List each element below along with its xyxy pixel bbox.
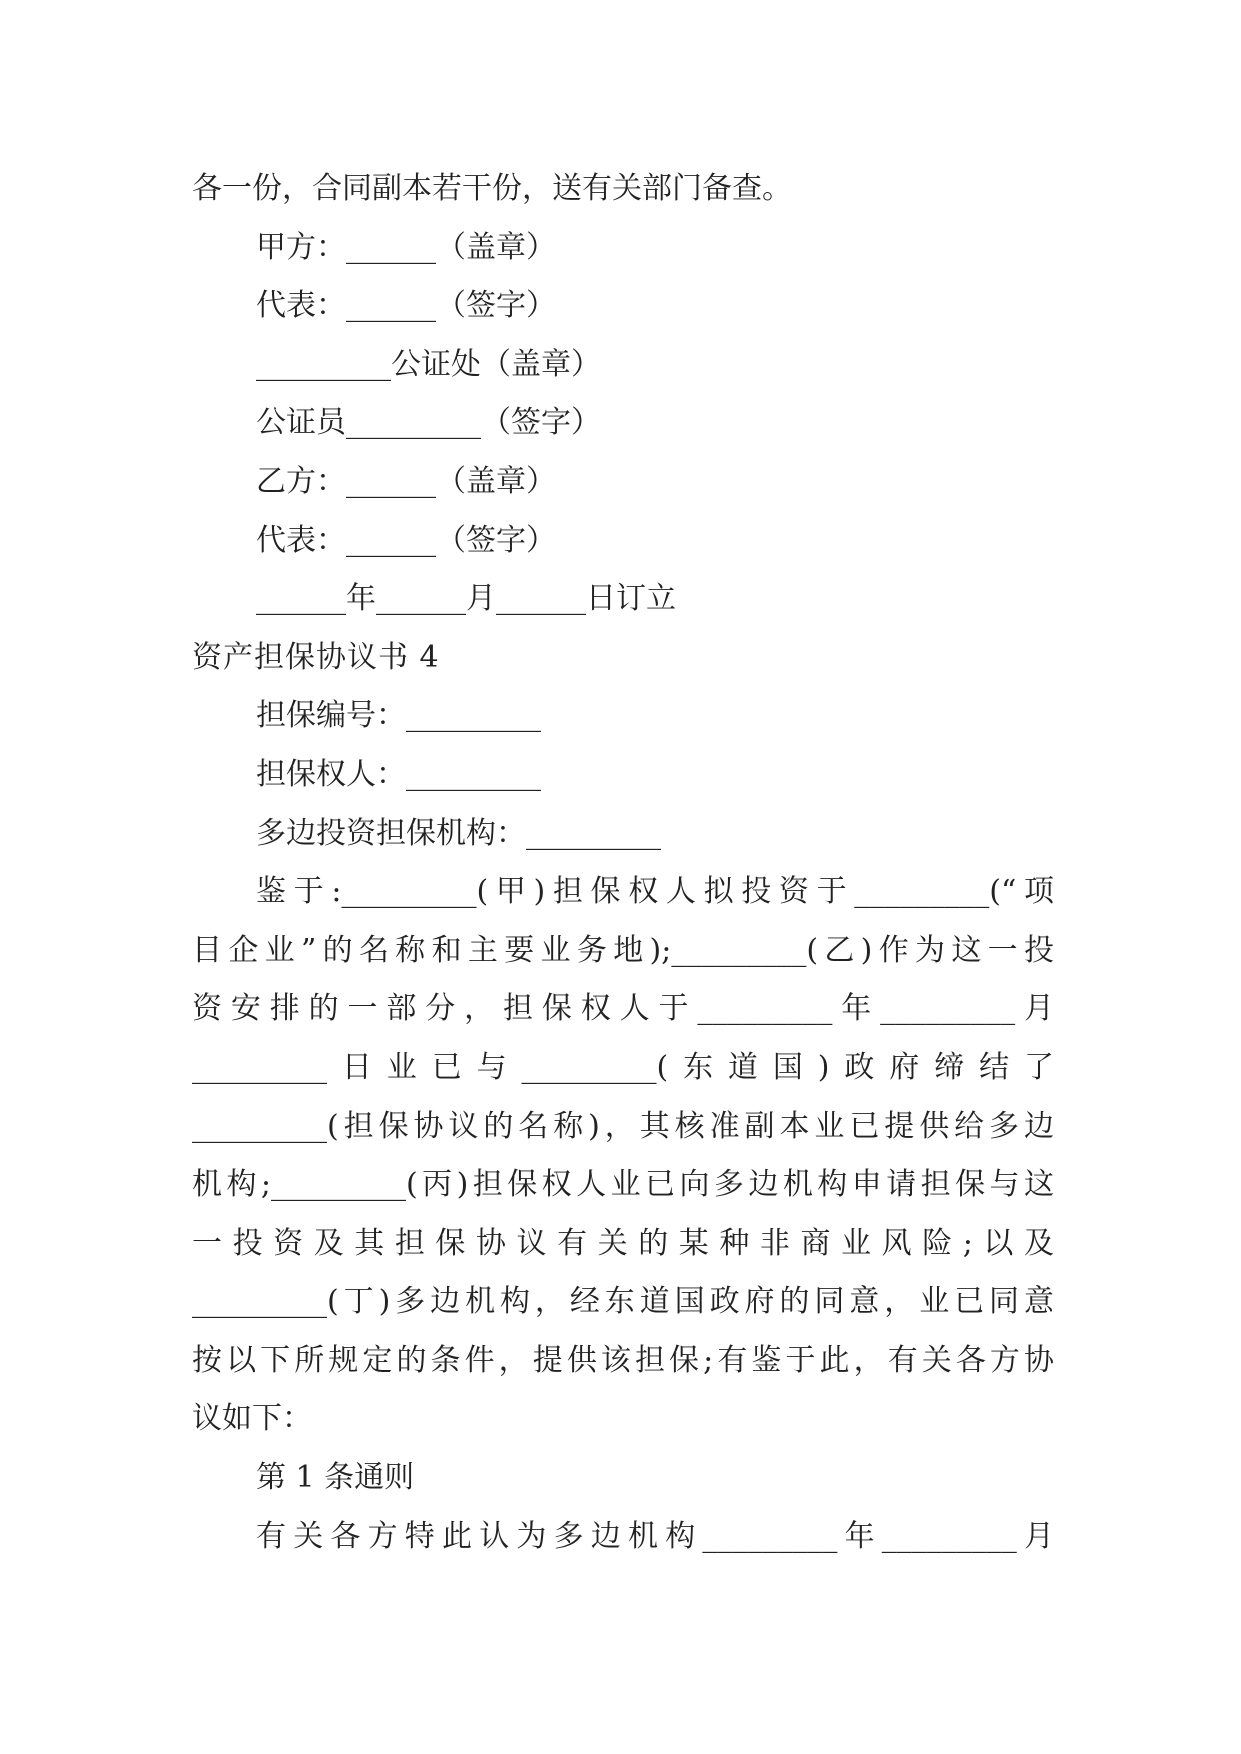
paragraph-line: 议如下： [192, 1401, 312, 1437]
party-b-seal-line: 乙方：______（盖章） [256, 463, 556, 499]
section-title: 资产担保协议书 4 [192, 639, 440, 675]
paragraph-line: 鉴于:_________(甲)担保权人拟投资于_________(“项 [256, 874, 1054, 910]
guarantee-number-line: 担保编号：_________ [256, 698, 541, 734]
document-page [192, 160, 1054, 1566]
notary-office-seal-line: _________公证处（盖章） [256, 346, 601, 382]
paragraph-line: 一投资及其担保协议有关的某种非商业风险;以及 [192, 1225, 1054, 1261]
paragraph-line: 目企业”的名称和主要业务地);_________(乙)作为这一投 [192, 932, 1054, 968]
paragraph-line: 按以下所规定的条件，提供该担保;有鉴于此，有关各方协 [192, 1342, 1054, 1378]
guarantee-holder-line: 担保权人：_________ [256, 756, 541, 792]
article-heading: 第 1 条通则 [256, 1460, 415, 1496]
paragraph-line: 有关各方特此认为多边机构_________年_________月 [256, 1518, 1054, 1554]
paragraph-line: 机构;_________(丙)担保权人业已向多边机构申请担保与这 [192, 1167, 1054, 1203]
party-b-representative-line: 代表：______（签字） [256, 522, 556, 558]
paragraph-line: 资安排的一部分，担保权人于_________年_________月 [192, 991, 1054, 1027]
party-a-representative-line: 代表：______（签字） [256, 288, 556, 324]
date-signed-line: ______年______月______日订立 [256, 581, 676, 617]
guarantee-agency-line: 多边投资担保机构：_________ [256, 815, 661, 851]
paragraph-line: _________(担保协议的名称)，其核准副本业已提供给多边 [192, 1108, 1054, 1144]
paragraph-line: _________日业已与_________(东道国)政府缔结了 [192, 1049, 1054, 1085]
paragraph-line: _________(丁)多边机构，经东道国政府的同意，业已同意 [192, 1284, 1054, 1320]
party-a-seal-line: 甲方：______（盖章） [256, 229, 556, 265]
text-line-1: 各一份，合同副本若干份，送有关部门备查。 [192, 171, 792, 206]
notary-signature-line: 公证员_________（签字） [256, 405, 601, 441]
